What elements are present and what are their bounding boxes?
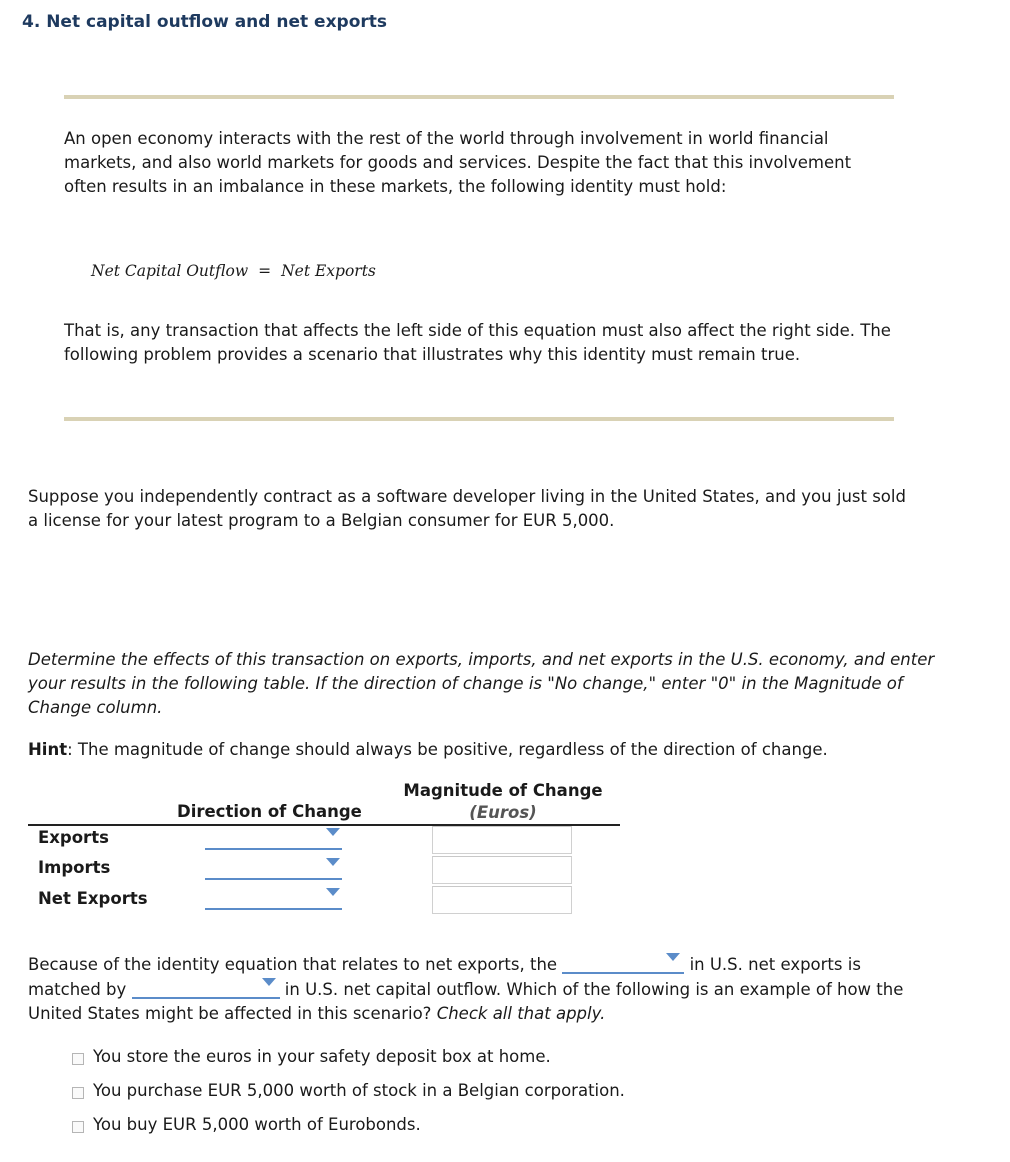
option-label: You purchase EUR 5,000 worth of stock in a Belgian corporation. [93, 1081, 625, 1100]
scenario-text: Suppose you independently contract as a software developer living in the United States, and you just sold a license for your latest program to a Belgian consumer for EUR 5,000. [28, 487, 906, 530]
equals-sign: = [258, 262, 272, 280]
magnitude-header-unit: (Euros) [469, 803, 537, 822]
question-part2: in U.S. net exports is matched by [28, 955, 861, 999]
equation-right: Net Exports [281, 262, 376, 280]
question-part3: in U.S. net capital outflow. Which of the following is an example of how the United States might be affected in this scenario? [28, 980, 904, 1023]
option-checkbox[interactable] [72, 1121, 84, 1133]
capital-outflow-change-dropdown[interactable] [132, 977, 280, 999]
row-label-exports: Exports [38, 828, 109, 847]
question-part4: Check all that apply. [436, 1004, 606, 1023]
equation-left: Net Capital Outflow [91, 262, 249, 280]
bottom-divider [64, 417, 894, 421]
page-title: 4. Net capital outflow and net exports [22, 12, 388, 32]
instructions-text: Determine the effects of this transaction on exports, imports, and net exports in the U.S. economy, and enter your results in the following table. If the direction of change is "No change," enter "0" in the Magnitude of Change column. [28, 650, 935, 717]
chevron-down-icon [326, 858, 340, 866]
exports-magnitude-input[interactable] [432, 826, 572, 854]
option-row-eurobonds[interactable] [72, 1115, 421, 1134]
hint-body: : The magnitude of change should always be positive, regardless of the direction of change. [67, 740, 828, 759]
option-label: You buy EUR 5,000 worth of Eurobonds. [93, 1115, 421, 1134]
net-exports-change-dropdown[interactable] [562, 952, 684, 974]
net-exports-direction-dropdown[interactable] [205, 886, 342, 910]
question-part1: Because of the identity equation that relates to net exports, the [28, 955, 558, 974]
direction-column-header: Direction of Change [177, 802, 362, 821]
option-checkbox[interactable] [72, 1053, 84, 1065]
identity-equation [91, 262, 376, 280]
magnitude-column-header [396, 780, 610, 824]
hint-label: Hint [28, 740, 68, 759]
chevron-down-icon [262, 978, 276, 986]
identity-question [28, 952, 928, 1026]
option-row-safety-deposit[interactable] [72, 1047, 551, 1066]
magnitude-header-label: Magnitude of Change [403, 781, 603, 800]
chevron-down-icon [326, 828, 340, 836]
intro-paragraph: An open economy interacts with the rest of the world through involvement in world financial markets, and also world markets for goods and services. Despite the fact that this involvement often results in an imbalance in these markets, the following identity must hold: [64, 129, 852, 196]
row-label-imports: Imports [38, 858, 111, 877]
row-label-net-exports: Net Exports [38, 889, 148, 908]
imports-direction-dropdown[interactable] [205, 856, 342, 880]
identity-explanation: That is, any transaction that affects the left side of this equation must also affect the right side. The following problem provides a scenario that illustrates why this identity must remain true. [64, 321, 891, 364]
option-row-belgian-stock[interactable] [72, 1081, 625, 1100]
exports-direction-dropdown[interactable] [205, 826, 342, 850]
chevron-down-icon [326, 888, 340, 896]
hint-text [28, 738, 948, 762]
top-divider [64, 95, 894, 99]
net-exports-magnitude-input[interactable] [432, 886, 572, 914]
imports-magnitude-input[interactable] [432, 856, 572, 884]
option-checkbox[interactable] [72, 1087, 84, 1099]
chevron-down-icon [666, 953, 680, 961]
option-label: You store the euros in your safety deposit box at home. [93, 1047, 551, 1066]
